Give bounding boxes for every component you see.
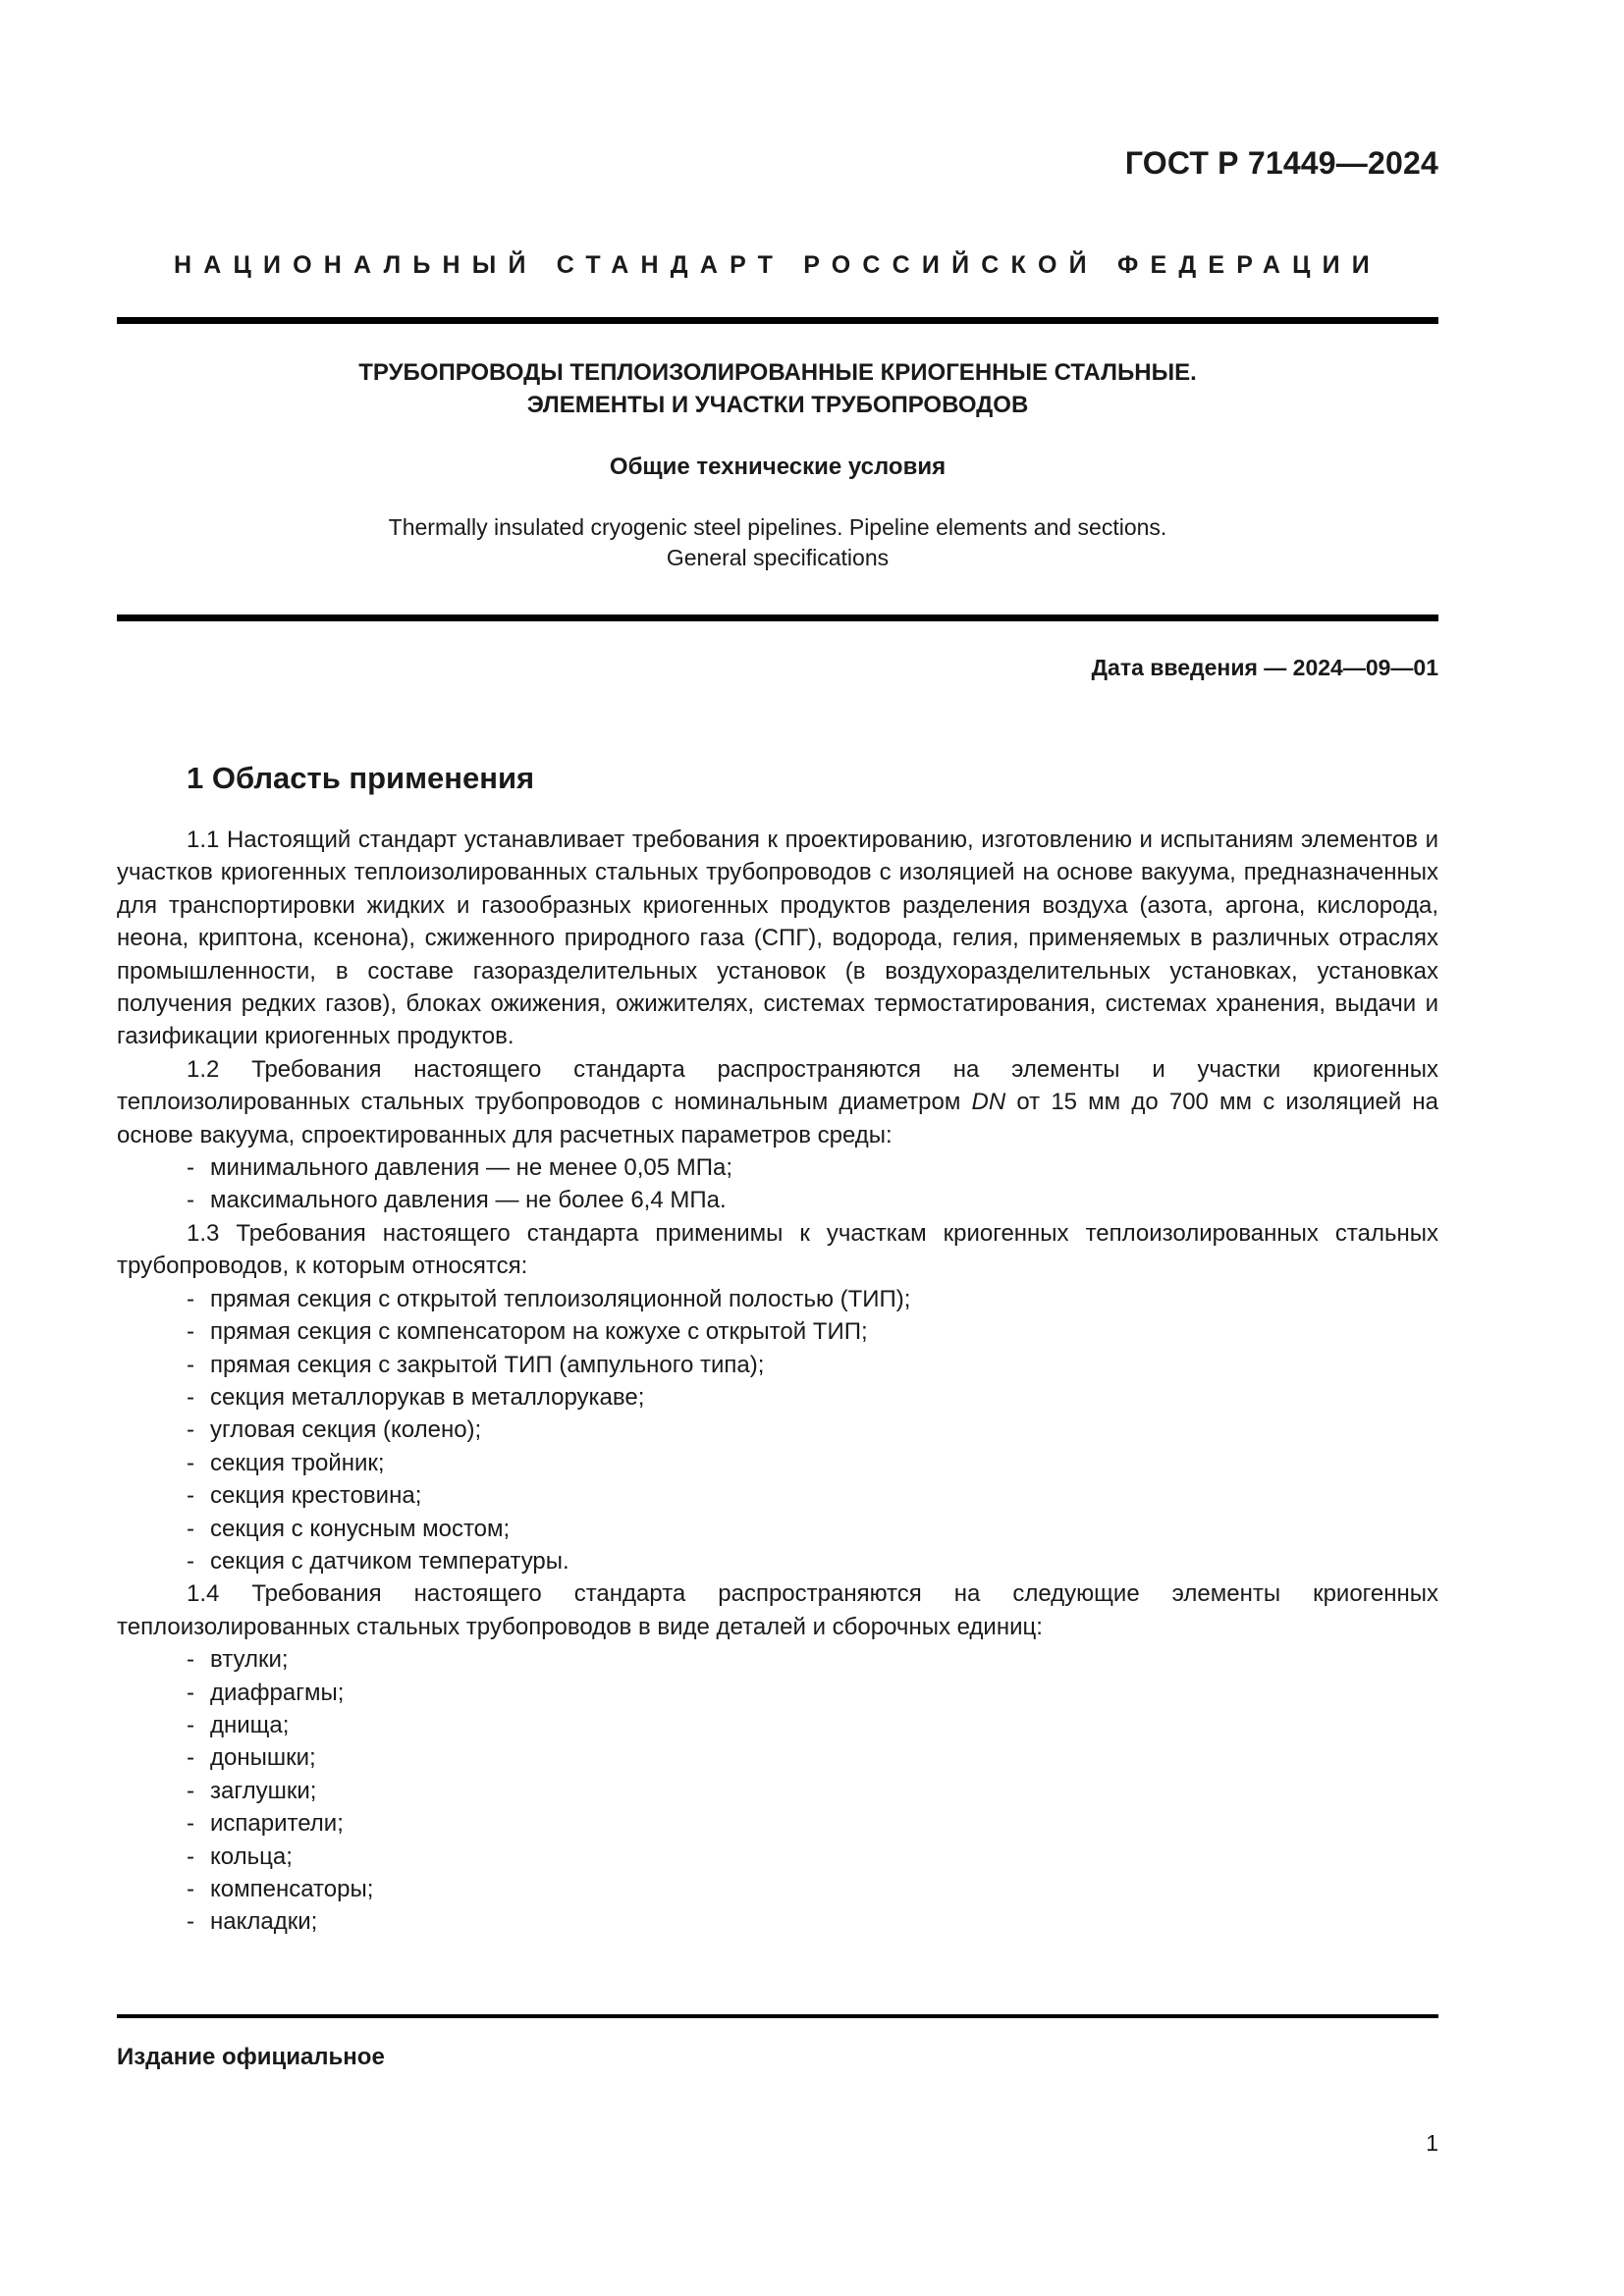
paragraph-1-4: 1.4 Требования настоящего стандарта распространяются на следующие элементы криогенных теплоизолированных стальных трубопроводов в виде деталей и сборочных единиц: (117, 1580, 1438, 1640)
list-item: - диафрагмы; (187, 1679, 345, 1706)
title-en-line-1: Thermally insulated cryogenic steel pipelines. Pipeline elements and sections. (388, 514, 1167, 540)
list-item: - испарители; (187, 1810, 344, 1838)
list-item: - максимального давления — не более 6,4 МПа. (187, 1187, 727, 1214)
dn-symbol: DN (971, 1089, 1006, 1116)
list-item: - накладки; (187, 1908, 318, 1936)
list-item: - секция с датчиком температуры. (187, 1547, 569, 1575)
paragraph-1-1: 1.1 Настоящий стандарт устанавливает требования к проектированию, изготовлению и испытаниям элементов и участков криогенных теплоизолированных стальных трубопроводов с изоляцией на основе вакуума, предназначенных для транспортировки жидких и газообразных криогенных продуктов разделения воздуха (азота, аргона, кислорода, неона, криптона, ксенона), сжиженного природного газа (СПГ), водорода, гелия, применяемых в различных отраслях промышленности, в составе газоразделительных установок (в воздухоразделительных установках, установках получения редких газов), блоках ожижения, ожижителях, системах термостатирования, системах хранения, выдачи и газификации криогенных продуктов. (117, 827, 1438, 1050)
list-item: - секция металлорукав в металлорукаве; (187, 1383, 645, 1411)
title-ru-line-1: ТРУБОПРОВОДЫ ТЕПЛОИЗОЛИРОВАННЫЕ КРИОГЕННЫЕ СТАЛЬНЫЕ. (358, 359, 1197, 386)
document-title-ru (117, 356, 1438, 421)
list-item: - компенсаторы; (187, 1876, 374, 1902)
list-item: - донышки; (187, 1744, 316, 1772)
list-item: - секция крестовина; (187, 1482, 422, 1510)
list-1-2 (117, 1151, 1438, 1217)
list-item: - заглушки; (187, 1777, 317, 1804)
list-item: - минимального давления — не менее 0,05 МПа; (187, 1154, 733, 1182)
section-body (117, 824, 1438, 1939)
page-number: 1 (1426, 2130, 1438, 2156)
paragraph-1-2-text-end: от 15 мм до 700 мм с изоляцией на основе вакуума, спроектированных для расчетных параметров среды: (117, 1089, 1439, 1148)
national-standard-banner: НАЦИОНАЛЬНЫЙ СТАНДАРТ РОССИЙСКОЙ ФЕДЕРАЦИИ (174, 251, 1381, 279)
footer-rule (117, 2014, 1438, 2018)
title-ru-line-2: ЭЛЕМЕНТЫ И УЧАСТКИ ТРУБОПРОВОДОВ (526, 392, 1029, 418)
list-1-4 (117, 1643, 1438, 1939)
top-rule (117, 317, 1438, 324)
document-title-en (117, 512, 1438, 573)
list-1-3 (117, 1283, 1438, 1578)
title-bottom-rule (117, 614, 1438, 621)
paragraph-1-3: 1.3 Требования настоящего стандарта применимы к участкам криогенных теплоизолированных стальных трубопроводов, к которым относятся: (117, 1219, 1438, 1280)
list-item: - втулки; (187, 1646, 289, 1674)
paragraph-1-2-text-start: 1.2 Требования настоящего стандарта распространяются на элементы и участки криогенных теплоизолированных стальных трубопроводов с номинальным диаметром (117, 1055, 1438, 1116)
list-item: - секция с конусным мостом; (187, 1515, 511, 1542)
list-item: - прямая секция с закрытой ТИП (ампульного типа); (187, 1351, 765, 1378)
list-item: - прямая секция с компенсатором на кожухе с открытой ТИП; (187, 1318, 868, 1346)
introduction-date: Дата введения — 2024—09—01 (1091, 655, 1438, 680)
paragraph-1-2 (117, 1053, 1438, 1151)
list-item: - кольца; (187, 1842, 293, 1870)
title-en-line-2: General specifications (666, 545, 890, 570)
document-number: ГОСТ Р 71449—2024 (1124, 145, 1438, 181)
section-heading: 1 Область применения (187, 761, 535, 795)
list-item: - прямая секция с открытой теплоизоляционной полостью (ТИП); (187, 1285, 911, 1312)
list-item: - угловая секция (колено); (187, 1416, 482, 1444)
list-item: - секция тройник; (187, 1449, 385, 1476)
list-item: - днища; (187, 1711, 290, 1738)
document-subtitle-ru: Общие технические условия (609, 454, 947, 480)
edition-label: Издание официальное (117, 2044, 385, 2070)
